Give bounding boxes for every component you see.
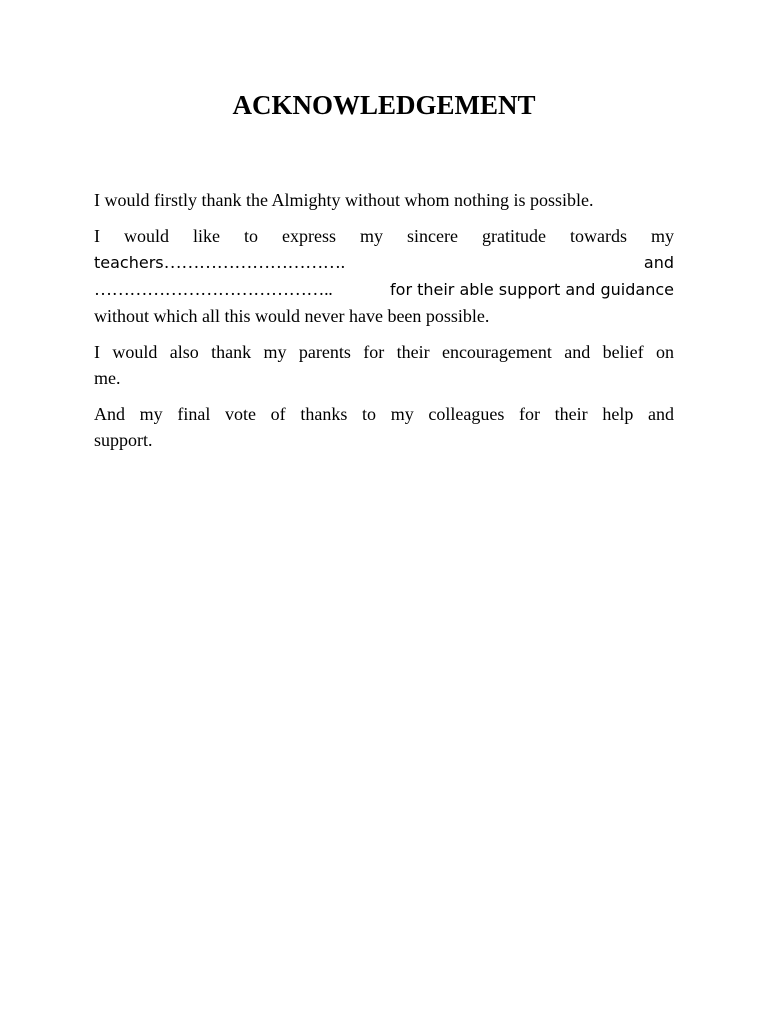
second-blank-dots: …………………………………..: [94, 279, 333, 299]
paragraph-parents-line-1: I would also thank my parents for their encouragement and belief on: [94, 342, 674, 362]
support-guidance-text: for their able support and guidance: [390, 280, 674, 299]
paragraph-parents-line-2: me.: [94, 368, 121, 388]
paragraph-colleagues-line-1: And my final vote of thanks to my colleagues for their help and: [94, 404, 674, 424]
paragraph-colleagues-line-2: support.: [94, 430, 153, 450]
paragraph-almighty-line-1: I would firstly thank the Almighty without whom nothing is possible.: [94, 190, 594, 210]
and-word: and: [643, 253, 674, 272]
paragraph-colleagues: [94, 401, 674, 453]
paragraph-parents: [94, 339, 674, 391]
paragraph-teachers-line-4: without which all this would never have been possible.: [94, 306, 490, 326]
paragraph-almighty: [94, 187, 674, 213]
paragraph-teachers-line-2: [94, 249, 674, 276]
paragraph-teachers: [94, 223, 674, 329]
paragraph-teachers-line-1: I would like to express my sincere gratitude towards my: [94, 226, 674, 246]
page-title: ACKNOWLEDGEMENT: [232, 90, 536, 120]
paragraph-teachers-line-3: [94, 276, 674, 303]
teachers-blank-dots: ………………………….: [163, 252, 345, 272]
teachers-word: teachers: [94, 253, 164, 272]
document-body: [94, 187, 674, 463]
